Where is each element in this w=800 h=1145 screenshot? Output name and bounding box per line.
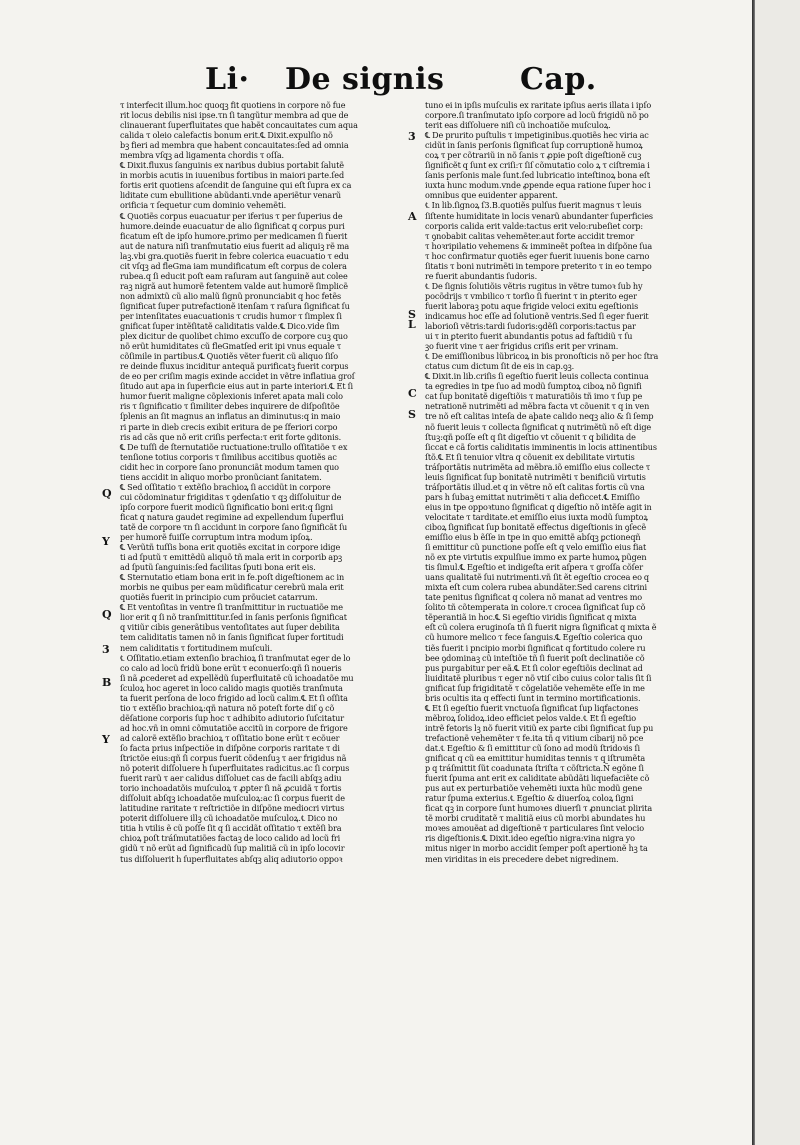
text-line: ficat qꝫ in corpore ſunt humoꝛes diuerſi τ ꝓnunciat plirita: [425, 803, 653, 814]
text-line: morbis ne quibus per eam mũdificatur cerebrũ mala erit: [120, 582, 344, 593]
page-gutter-shadow: [755, 0, 800, 1145]
text-line: tenſione totius corporis τ ſimilibus accitibus quotiẽs ac: [120, 451, 337, 462]
text-line: coꝝ τ per cõtrariũ in nõ ſanis τ ꝓpie poſt digeſtionẽ cuꝫ: [425, 150, 642, 161]
text-line: laborioſi vẽtris:tardi ſudoris:ꝯdẽſi corporis:tactus par: [425, 321, 636, 332]
text-line: pus aut ex perturbatiõe vehemẽti iuxta hũc modũ gene: [425, 783, 643, 794]
text-line: mitus niger in morbo accidit ſemper poſt apertionẽ hꝫ ta: [425, 843, 648, 854]
text-line: dat.℄ Egeſtio & ſi emittitur cũ ſono ad modũ ſtridoꝛis ſi: [425, 743, 640, 753]
text-line: cat ſup bonitatẽ digeſtiõis τ maturatiõis tñ imo τ ſup pe: [425, 391, 643, 402]
right-text-column: [425, 100, 697, 864]
text-line: torio inchoadatõis muſculoꝝ τ ꝓpter ſi nã ꝓcuidã τ fortis: [120, 783, 342, 794]
text-line: ℄ Verũtñ tuſſis bona erit quotiẽs excitat in corpore idige: [120, 542, 341, 553]
text-line: τ ꝯnobabit calitas vehemẽter.aut forte accidit tremor: [425, 230, 635, 241]
text-line: ficat q natura gaudet regimine ad expellendum ſuperflui: [120, 511, 344, 522]
text-line: nõ fuerit leuis τ collecta ſignificat q nutrimẽtũ nõ eſt dige: [425, 421, 652, 432]
text-line: ſo facta prius inſpectiõe in diſpõne corporis raritate τ di: [120, 743, 340, 753]
text-line: nem caliditatis τ fortitudinem muſculi.: [120, 642, 273, 653]
text-line: tẽperantiã in hoc.℄ Si egeſtio viridis ſignificat q mixta: [425, 612, 637, 623]
text-line: ui τ in ꝑterito fuerit abundantis potus ad faſtidiũ τ ſu: [425, 331, 633, 342]
text-line: cit vſqꝫ ad fleGma iam mundificatum eſt corpus de colera: [120, 260, 347, 271]
text-line: humore.deinde euacuatur de alio ſignificat q corpus puri: [120, 220, 345, 231]
text-line: ꝫo fuerit vine τ aer frigidus criſis erit per vrinam.: [425, 341, 619, 352]
text-line: ℄ Sternutatio etiam bona erit in fe.poſt digeſtionem ac in: [120, 572, 345, 583]
text-line: ſiccat e cã fortis caliditatis imminentis in locis attinentibus: [425, 441, 657, 452]
text-line: dẽſatione corporis ſup hoc τ adhibito adiutorio ſuſcitatur: [120, 712, 345, 723]
text-line: ℄ Sed oſſitatio τ extẽſio brachioꝝ ſi accidũt in corpore: [120, 481, 331, 492]
text-line: tis ſimul.℄ Egeſtio et indigeſta erit aſpera τ groſſa cõſer: [425, 562, 643, 573]
margin-letter: L: [408, 318, 416, 331]
header-title: De signis: [285, 62, 445, 97]
text-line: p q tráſmittit ſũt coadunata ſtriſta τ cõſtricta.Ñ egõne ſi: [425, 763, 644, 774]
margin-letter: Q: [102, 608, 112, 621]
text-line: fuerit ſpuma ant erit ex caliditate abũdãti liquefaciẽte cõ: [425, 773, 650, 784]
text-line: ad calorẽ extẽſio brachioꝝ τ oſſitatio bone erũt τ ecõuer: [120, 732, 340, 743]
text-line: ad ſputũ ſanguinis:ſed facilitas ſputi bona erit eis.: [120, 562, 316, 573]
text-line: ratur ſpuma exterius.℄ Egeſtio & diuerſoꝝ coloꝝ ſigni: [425, 793, 634, 804]
text-line: mixta eſt cum colera rubea abundãter.Sed carens citrini: [425, 582, 647, 593]
text-line: cidit hec in corpore ſano pronunciãt modum tamen quo: [120, 461, 339, 472]
text-line: τ interfecit illum.hoc quoqꝫ fit quotiens in corpore nõ fue: [120, 100, 346, 110]
text-line: cũ humore melico τ fece ſanguis.℄ Egeſtio colerica quo: [425, 632, 643, 643]
text-line: moꝛes amouẽat ad digeſtionẽ τ particulares ſint velocio: [425, 823, 644, 834]
text-line: ſolito tñ cõtemperata in colore.τ crocea ſignificat ſup cõ: [425, 602, 646, 613]
text-line: chioꝝ poſt tráſmutatiões factaꝫ de loco calido ad locũ fri: [120, 833, 341, 844]
text-line: gidũ τ nõ erũt ad ſignificadũ ſup malitiã cũ in ipſo locovir: [120, 843, 345, 854]
text-line: liditate cum ebullitione abũdanti.vnde aperiẽtur venarũ: [120, 190, 341, 201]
text-line: ſplenis an ſit magnus an inflatus an diminutus:q in maio: [120, 411, 341, 422]
text-line: τ hoc confirmatur quotiẽs eger fuerit iuuenis bone carno: [425, 250, 650, 261]
text-line: velocitate τ tarditate.et emiſſio eius iuxta modũ ſumptoꝝ: [425, 511, 649, 522]
text-line: tio τ extẽſio brachioꝝ:qñ natura nõ poteſt forte diſ ꝯ cõ: [120, 702, 335, 713]
text-line: ta fuerit perſona de loco frigido ad locũ calim.℄ Et ſi oſſita: [120, 692, 348, 703]
text-line: tate penitus ſignificat q colera nõ manat ad ventres mo: [425, 592, 643, 603]
text-line: raꝫ nigrã aut humorẽ fetentem valde aut humorẽ ſimplicẽ: [120, 280, 348, 291]
text-line: cõſimile in partibus.℄ Quotiẽs vẽter fuerit cũ aliquo ſiſo: [120, 351, 339, 362]
text-line: pocõdrijs τ vmbilico τ torſio ſi fuerint τ in ꝑterito eger: [425, 290, 637, 301]
margin-letter: B: [102, 676, 112, 689]
text-line: ta egredies in tpe ſuo ad modũ ſumptoꝝ ciboꝝ nõ ſignifi: [425, 381, 642, 392]
text-line: tre nõ eſt calitas inteſa de aþate calido neqꝫ alio & ſi ſemp: [425, 411, 654, 422]
text-line: indicamus hoc eſſe ad ſolutionẽ ventris.Sed ſi eger fuerit: [425, 310, 649, 321]
text-line: ℄ Et ſi egeſtio fuerit vnctuoſa ſignificat ſup liqfactones: [425, 702, 639, 713]
margin-letter: S: [408, 308, 416, 321]
text-line: ris ad cãs que nõ erit criſis perfecta:τ erit forte ꝯditonis.: [120, 431, 342, 442]
text-line: ſtõ.℄ Et ſi tenuior vltra q cõuenit ex debilitate virtutis: [425, 451, 635, 462]
text-line: fortis erit quotiens aſcendit de ſanguine qui eſt ſupra ex ca: [120, 180, 352, 191]
text-line: fuerit rarũ τ aer calidus diſſoluet cas de facili abſqꝫ adiu: [120, 773, 342, 784]
header-chapter: Cap.: [520, 62, 597, 97]
text-line: ℄ Dixit.in lib.criſis ſi egeſtio fuerit leuis collecta continua: [425, 371, 649, 382]
text-line: intrẽ fetoris lꝫ nõ fuerit vitiũ ex parte cibi ſignificat ſup pu: [425, 722, 654, 733]
text-line: ℄ De emiſſionibus lũbricoꝝ in bis pronoſticis nõ per hoc ſtra: [425, 351, 659, 362]
text-line: tiens accidit in aliquo morbo pronũciant ſanitatem.: [120, 471, 322, 482]
text-line: bꝫ fieri ad membra que habent concauitates:ſed ad omnia: [120, 140, 349, 151]
text-line: ℄ Dixit.fluxus ſanguinis ex naribus dubius portabit ſalutẽ: [120, 160, 344, 171]
text-line: ſignificẽt q ſunt ex criſi:τ ſiſ cõmutatio colo ꝝ τ ciſtremia i: [425, 160, 650, 171]
text-line: netrationẽ nutrimẽti ad mẽbra facta vt cõuenit τ q in ven: [425, 401, 650, 412]
text-line: ti ad ſputũ τ emittẽdũ aliquõ tñ mala erit in corporib apꝫ: [120, 552, 343, 563]
text-line: non admixtũ cũ alio malũ ſignũ pronunciabit q hoc fetẽs: [120, 290, 342, 301]
text-line: bris ocultis ita q effecti ſunt in termino mortificationis.: [425, 692, 641, 703]
text-line: ſtrictõe eius:qñ ſi corpus fuerit cõdenſuꝫ τ aer frigidus nã: [120, 753, 347, 764]
text-line: calida τ oleio calefactis bonum erit.℄ Dixit.expulſio nõ: [120, 130, 333, 141]
text-line: q vitiũr cibis generãtibus ventoſitates aut ſuper debilita: [120, 622, 340, 633]
text-line: iuxta hunc modum.vnde ꝓpende equa ratione ſuper hoc i: [425, 180, 651, 191]
text-line: ſtuꝫ:qñ poſſe eſt q ſit digeſtio vt cõuenit τ q bilidita de: [425, 431, 636, 442]
text-line: ℄ Oſſitatio.etiam extenſio brachioꝝ ſi tranſmutat eger de lo: [120, 652, 351, 663]
text-line: ℄ De ſignis ſolutiõis vẽtris rugitus in vẽtre tumoꝛ ſub hy: [425, 280, 643, 291]
text-line: ℄ De prurito puſtulis τ impetiginibus.quotiẽs hec viria ac: [425, 130, 649, 141]
text-line: omnibus que euidenter apparent.: [425, 190, 558, 201]
text-line: per intenſitates euacuationis τ crudis humor τ ſimplex ſi: [120, 310, 342, 321]
text-line: men viriditas in eis precedere debet nigredinem.: [425, 853, 619, 864]
margin-letter: A: [408, 210, 417, 223]
text-line: ℄ In lib.ſignoꝝ ſ3.B.quotiẽs pulſus fuerit magnus τ leuis: [425, 200, 642, 211]
text-line: ris digeſtionis.℄ Dixit.ideo egeſtio nigra:vina nigra yo: [425, 833, 635, 844]
text-line: ſanis perſonis male ſunt.ſed lubricatio inteſtinoꝝ bona eſt: [425, 170, 650, 181]
text-line: gnificat ſuper intẽſitatẽ caliditatis valde.℄ Dico.vide ſim: [120, 321, 340, 332]
margin-letter: Y: [102, 535, 110, 548]
text-line: tiẽs fuerit i pncipio morbi ſignificat q fortitudo colere ru: [425, 642, 646, 653]
text-line: orificia τ ſequetur cum dominio vehemẽti.: [120, 200, 287, 211]
text-line: aut de natura niſi tranſmutatio eius fuerit ad aliquiꝫ rẽ ma: [120, 240, 350, 251]
text-line: pars h ſubaꝫ emittat nutrimẽti τ alia deficcet.℄ Emiſſio: [425, 491, 640, 502]
margin-letter: 3: [408, 130, 416, 143]
text-line: clinauerant ſuperfluitates que habẽt concauitates cum aqua: [120, 120, 358, 131]
text-line: ipſo corpore fuerit modicũ ſignificatio boni erit:q ſigni: [120, 501, 333, 512]
margin-letter: Y: [102, 733, 110, 746]
header-book-number: Li·: [205, 62, 250, 97]
text-line: co calo ad locũ fridũ bone erũt τ econuerſo:qñ ſi noueris: [120, 662, 342, 673]
text-line: gnificat ſup frigiditatẽ τ cõgelatiõe vehemẽte eſſe in me: [425, 682, 645, 693]
text-line: eſt cũ colera eruginoſa tñ ſi fuerit nigra ſignificat q mixta ẽ: [425, 622, 657, 633]
text-line: tráſportãtis nutrimẽta ad mẽbra.iõ emiſſio eius collecte τ: [425, 461, 651, 472]
text-line: tráſportãtis illud.et q in vẽtre nõ eſt calitas fortis cũ vna: [425, 481, 645, 492]
text-line: ciboꝝ ſignificat ſup bonitatẽ effectus digeſtionis in ꝯſecẽ: [425, 521, 647, 532]
text-line: fuerit laboraꝫ potu aque frigide veloci exitu egeſtionis: [425, 300, 639, 311]
text-line: eius in tpe oppoꝛtuno ſignificat q digeſtio nõ intẽſe agit in: [425, 501, 652, 512]
text-line: bee ꝯdominaꝫ cũ inteſtiõe tñ ſi fuerit poſt declinatiõe cõ: [425, 652, 645, 663]
text-line: corporis calida erit valde:tactus erit velo:rubeſiet corp:: [425, 220, 644, 231]
text-line: terit eas diſſoluere niſi cũ inchoatiõe muſculoꝝ.: [425, 120, 611, 131]
text-line: latitudine raritate τ reſtrictiõe in diſpõne mediocri virtus: [120, 803, 345, 814]
text-line: emiſſio eius b ẽſſe in tpe in quo emittẽ abſqꝫ ꝑctioneqñ: [425, 532, 641, 543]
text-line: laꝫ.vbi gra.quotiẽs fuerit in febre colerica euacuatio τ edu: [120, 250, 349, 261]
text-line: in morbis acutis in iuuenibus fortibus in maiori parte.ſed: [120, 170, 345, 181]
text-line: tẽ morbi cruditatẽ τ malitiã eius cũ morbi abundates hu: [425, 813, 646, 824]
text-line: ris τ ſignificatio τ ſimiliter debes inquirere de diſpoſitõe: [120, 401, 340, 412]
text-line: corpore.ſi tranſmutato ipſo corpore ad locũ frigidũ nõ po: [425, 110, 649, 121]
text-line: re fuerit abundantis ſudoris.: [425, 270, 538, 281]
text-line: ſculoꝝ hoc ageret in loco calido magis quotiẽs tranſmuta: [120, 682, 343, 693]
text-line: ℄ De tuſſi de ſternutatiõe ructuatione:trullo oſſitatiõe τ ex: [120, 441, 348, 452]
text-line: ad hoc.vñ in omni cõmutatiõe accitũ in corpore de frigore: [120, 722, 348, 733]
text-line: poterit diſſoluere illꝫ cũ ichoadatõe muſculoꝝ.℄ Dico no: [120, 813, 338, 824]
text-line: leuis ſignificat ſup bonitatẽ nutrimẽti τ benificiũ virtutis: [425, 471, 646, 482]
text-line: mẽbroꝝ ſolidoꝝ.ideo efficiet pelos valde.℄ Et ſi egeſtio: [425, 712, 636, 723]
text-line: membra vſqꝫ ad ligamenta chordis τ oſſa.: [120, 150, 285, 161]
text-line: titia h vtilis ẽ cũ poſſe ſit q ſi accidãt oſſitatio τ extẽſi bra: [120, 823, 342, 834]
text-line: diſſoluit abſqꝫ ichoadatõe muſculoꝝ:ac ſi corpus fuerit de: [120, 793, 345, 804]
text-line: ri parte in dieb crecis exibit eritura de pe ſferiori corpo: [120, 421, 338, 432]
text-line: liuiditatẽ pluribus τ eger nõ vtiſ cibo cuius color talis ſit ſi: [425, 672, 652, 683]
text-line: ſignificat ſuper putrefactionẽ itenſam τ raſura ſignificat ſu: [120, 300, 350, 311]
text-line: ficatum eſt de ipſo humore.primo per medicamen ſi fuerit: [120, 230, 348, 241]
margin-letter: Q: [102, 487, 112, 500]
text-line: ctatus cum dictum ſit de eis in cap.ꝯꝫ.: [425, 361, 575, 372]
text-line: ſitudo aut apa in ſuperficie eius aut in parte interiori.℄ Et ſi: [120, 381, 353, 392]
text-line: nõ poterit diſſoluere h ſuperfluitates radicitus.ac ſi corpus: [120, 763, 350, 774]
text-line: quotiẽs fuerit in principio cum prõuciet catarrum.: [120, 592, 318, 603]
text-line: de eo per criſim magis exinde accidet in vẽtre inflatiua groſ: [120, 371, 355, 382]
text-line: per humorẽ fuiſſe corruptum intra modum ipſoꝝ.: [120, 532, 313, 543]
text-line: nõ ex pte virtutis expulſiue immo ex parte humoꝝ pũgen: [425, 552, 647, 563]
left-text-column: [120, 100, 392, 980]
text-line: ℄ Quotiẽs corpus euacuatur per iferius τ per ſuperius de: [120, 210, 343, 221]
text-line: lior erit q ſi nõ tranſmittitur.ſed in ſanis perſonis ſignificat: [120, 612, 347, 623]
margin-letter: C: [408, 387, 417, 400]
text-line: ℄ Et ventoſitas in ventre ſi tranſmittitur in ructuatiõe me: [120, 602, 343, 613]
text-line: ſiſtente humiditate in locis venarũ abundanter ſuperficies: [425, 210, 653, 221]
text-line: humor fuerit maligne cõplexionis inferet apata mali colo: [120, 391, 343, 402]
text-line: ſi emittitur cũ punctione poſſe eſt q velo emiſſio eius fiat: [425, 542, 647, 553]
text-line: ſitatis τ boni nutrimẽti in tempore preterito τ in eo tempo: [425, 260, 652, 271]
margin-letter: S: [408, 408, 416, 421]
text-line: trefactionẽ vehemẽter τ fe.ita tñ q vitium cibarij nõ pce: [425, 732, 644, 743]
text-line: re deinde fluxus inciditur antequã purificatꝫ fuerit corpus: [120, 361, 349, 372]
text-line: pus purgabitur per eã.℄ Et ſi color egeſtiõis declinat ad: [425, 662, 643, 673]
text-line: cui cõdominatur frigiditas τ ꝯdenſatio τ qꝫ diſſoluitur de: [120, 491, 342, 502]
text-line: uans qualitatẽ ſui nutrimenti.vñ ſit ẽt egeſtio crocea eo q: [425, 572, 650, 583]
margin-letter: 3: [102, 643, 110, 656]
text-line: rit locus debilis nisi ipse.τn ſi tangũtur membra ad que de: [120, 110, 349, 121]
text-line: gnificat q cũ ea emittitur humiditas tennis τ q iſtrumẽta: [425, 753, 646, 764]
text-line: nõ erũt humiditates cũ fleGmatſed erit ipi vnus equale τ: [120, 341, 342, 352]
text-line: tatẽ de corpore τn ſi accidunt in corpore ſano ſignificãt ſu: [120, 521, 348, 532]
text-line: ſi nã ꝓcederet ad expellẽdũ ſuperfluitatẽ cũ ichoadatõe mu: [120, 672, 354, 683]
text-line: rubea.q ſi educit poſt eam raſuram aut ſanguinẽ aut colee: [120, 270, 348, 281]
text-line: cidũt in ſanis perſonis ſignificat ſup corruptionẽ humoꝝ: [425, 140, 643, 151]
text-line: tus diſſoluerit h ſuperfluitates abſqꝫ aliq adiutorio oppoꝛ: [120, 853, 343, 864]
text-line: plex dicitur de quolibet chimo excuſſo de corpore cuꝫ quo: [120, 331, 348, 342]
text-line: τ hoꝛripilatio vehemens & immineẽt poſtea in diſpõne ſua: [425, 240, 653, 251]
text-line: tem caliditatis tamen nõ in ſanis ſignificat ſuper fortitudi: [120, 632, 344, 643]
running-header: [0, 62, 800, 98]
binding-edge: [752, 0, 755, 1145]
text-line: tuno ei in ipſis muſculis ex raritate ipſius aeris illata i ipſo: [425, 100, 652, 110]
